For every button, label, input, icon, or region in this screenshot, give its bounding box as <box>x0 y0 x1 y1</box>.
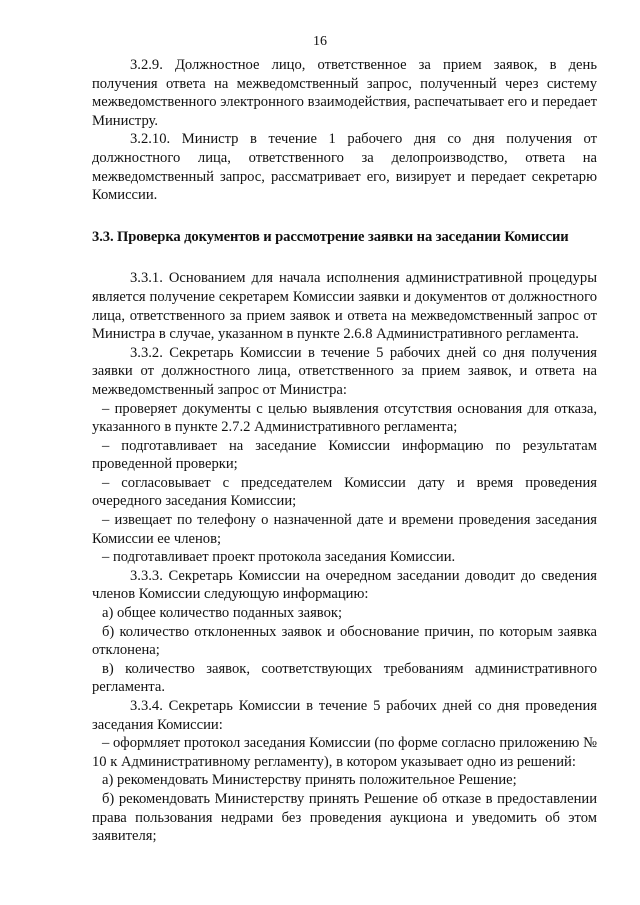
list-item: а) общее количество поданных заявок; <box>102 605 343 622</box>
list-item: в) количество заявок, соответствующих требованиям административного регламента. <box>92 660 597 696</box>
paragraph-3-2-10: 3.2.10. Министр в течение 1 рабочего дня со дня получения от должностного лица, ответственного за делопроизводство, ответа на межведомственный запрос, рассматривает его, визирует и передает секретарю Комиссии. <box>92 131 597 204</box>
list-item: а) рекомендовать Министерству принять положительное Решение; <box>102 772 517 789</box>
list-item: – подготавливает проект протокола заседания Комиссии. <box>102 549 456 566</box>
paragraph-3-3-4: 3.3.4. Секретарь Комиссии в течение 5 рабочих дней со дня проведения заседания Комиссии: <box>92 698 597 733</box>
list-item: – подготавливает на заседание Комиссии информацию по результатам проведенной проверки; <box>92 437 597 473</box>
paragraph-3-2-9: 3.2.9. Должностное лицо, ответственное за прием заявок, в день получения ответа на межведомственный запрос, полученный через систему межведомственного электронного взаимодействия, распечатывает его и передает Министру. <box>92 57 597 129</box>
document-body <box>92 56 597 846</box>
list-item: б) количество отклоненных заявок и обоснование причин, по которым заявка отклонена; <box>92 623 597 659</box>
paragraph-3-3-3: 3.3.3. Секретарь Комиссии на очередном заседании доводит до сведения членов Комиссии следующую информацию: <box>92 567 597 603</box>
paragraph-3-3-1: 3.3.1. Основанием для начала исполнения административной процедуры является получение секретарем Комиссии заявки и документов от должностного лица, ответственного за прием заявок и ответа на межведомственный запрос от Министра в случае, указанном в пункте 2.6.8 Административного регламента. <box>92 270 597 343</box>
paragraph-3-3-2: 3.3.2. Секретарь Комиссии в течение 5 рабочих дней со дня получения заявки от должностного лица, ответственного за прием заявок, и ответа на межведомственный запрос от Министра: <box>92 344 597 398</box>
list-item: б) рекомендовать Министерству принять Решение об отказе в предоставлении права пользования недрами без проведения аукциона и уведомить об этом заявителя; <box>92 790 597 845</box>
list-item: – согласовывает с председателем Комиссии дату и время проведения очередного заседания Комиссии; <box>92 474 597 510</box>
list-item: – извещает по телефону о назначенной дате и времени проведения заседания Комиссии ее членов; <box>92 512 597 547</box>
page-number: 16 <box>313 34 327 49</box>
section-heading-3-3: 3.3. Проверка документов и рассмотрение заявки на заседании Комиссии <box>92 228 569 245</box>
list-item: – оформляет протокол заседания Комиссии (по форме согласно приложению № 10 к Административному регламенту), в котором указывает одно из решений: <box>92 735 597 770</box>
list-item: – проверяет документы с целью выявления отсутствия основания для отказа, указанного в пункте 2.7.2 Административного регламента; <box>92 400 597 436</box>
